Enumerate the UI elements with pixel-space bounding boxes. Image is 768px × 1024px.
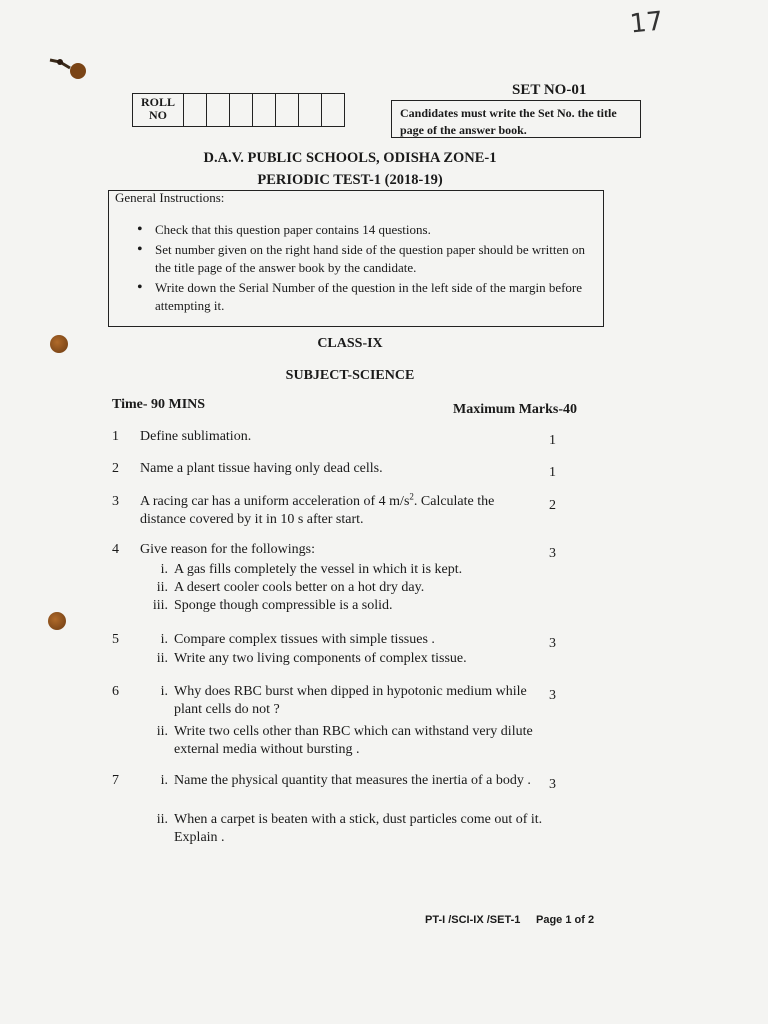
- instruction-item: • Write down the Serial Number of the question in the left side of the margin before attempting it.: [137, 279, 597, 315]
- class-label: CLASS-IX: [317, 336, 383, 351]
- question-paper-page: 17 ROLL NO SET NO-01 Candidates must write the Set No. the title page of the answer book. D.A.V. PUBLIC SCHOOLS, ODISHA ZONE-1 PERIODIC TEST-1 (2018-19) General Instructions: • Check that this question paper contains 14 questions. • Set number given on the right hand side of the question paper should be written on the title page of the answer book by the candidate. • Write down the Serial Number of the question in the left side of the margin before attempting it. CLASS-IX SUBJECT-SCIENCE Time- 90 MINS Maximum Marks-40 1 Define sublimation. 1 2 Name a plant tissue having only dead cells. 1 3 A racing car has a uniform acceleration of 4 $m/s^2$. Calculate the distance covered by it in 10 s after start. 2 4 Give reason for the followings: 3 i. A gas fills completely the vessel in which it is kept. ii. A desert cooler cools better on a hot dry day. iii. Sponge though compressible is a solid. 5 3 i. Compare complex tissues with simple tissues . ii. Write any two living components of complex tissue. 6 3 i. Why does RBC burst when dipped in hypotonic medium while plant cells do not ? ii. Write two cells other than RBC which can withstand very dilute external media without bursting . 7 3 i. Name the physical quantity that measures the inertia of a body . ii. When a carpet is beaten with a stick, dust particles come out of it. Explain . PT-I /SCI-IX /SET-1 Page 1 of 2: [0, 0, 768, 1024]
- page-number: Page 1 of 2: [536, 914, 595, 926]
- question-marks: 1: [549, 465, 556, 480]
- roll-cell: [230, 94, 253, 126]
- instruction-item: • Check that this question paper contains 14 questions.: [137, 221, 597, 239]
- roll-label: ROLL NO: [133, 94, 184, 126]
- roll-cell: [207, 94, 230, 126]
- max-marks-label: Maximum Marks-40: [453, 402, 578, 417]
- question-number: 4: [112, 542, 119, 557]
- question-number: 2: [112, 461, 119, 476]
- roll-number-box: [132, 93, 345, 127]
- instruction-item: • Set number given on the right hand side of the question paper should be written on the title page of the answer book by the candidate.: [137, 241, 597, 277]
- handwritten-mark: 17: [628, 6, 665, 40]
- school-name: D.A.V. PUBLIC SCHOOLS, ODISHA ZONE-1: [203, 150, 497, 166]
- question-number: 1: [112, 429, 119, 444]
- set-note-box: Candidates must write the Set No. the title page of the answer book.: [391, 100, 641, 138]
- question-text: Give reason for the followings:: [140, 542, 315, 557]
- stain-mark-icon: [48, 56, 88, 82]
- question-marks: 1: [549, 433, 556, 448]
- question-number: 7: [112, 773, 119, 788]
- question-number: 3: [112, 494, 119, 509]
- punch-hole-icon: [48, 612, 66, 630]
- general-instructions-box: [108, 190, 604, 327]
- roll-cell: [276, 94, 299, 126]
- roll-cell: [184, 94, 207, 126]
- time-label: Time- 90 MINS: [112, 397, 206, 412]
- instructions-title: General Instructions:: [115, 190, 225, 205]
- question-text: Define sublimation.: [140, 429, 252, 444]
- question-marks: 3: [549, 688, 556, 703]
- question-number: 5: [112, 632, 119, 647]
- question-marks: 2: [549, 498, 556, 513]
- roll-cell: [322, 94, 344, 126]
- test-name: PERIODIC TEST-1 (2018-19): [257, 172, 443, 188]
- set-number: SET NO-01: [512, 82, 587, 98]
- question-marks: 3: [549, 636, 556, 651]
- question-text: A racing car has a uniform acceleration of 4 $m/s^2$. Calculate the distance covered by it in 10 s after start.: [140, 491, 495, 527]
- instructions-list: [137, 221, 597, 317]
- roll-cell: [253, 94, 276, 126]
- question-number: 6: [112, 684, 119, 699]
- question-text: Name a plant tissue having only dead cells.: [140, 461, 383, 476]
- subject-label: SUBJECT-SCIENCE: [285, 368, 415, 383]
- question-marks: 3: [549, 546, 556, 561]
- question-marks: 3: [549, 777, 556, 792]
- roll-cell: [299, 94, 322, 126]
- paper-code: PT-I /SCI-IX /SET-1: [425, 914, 521, 926]
